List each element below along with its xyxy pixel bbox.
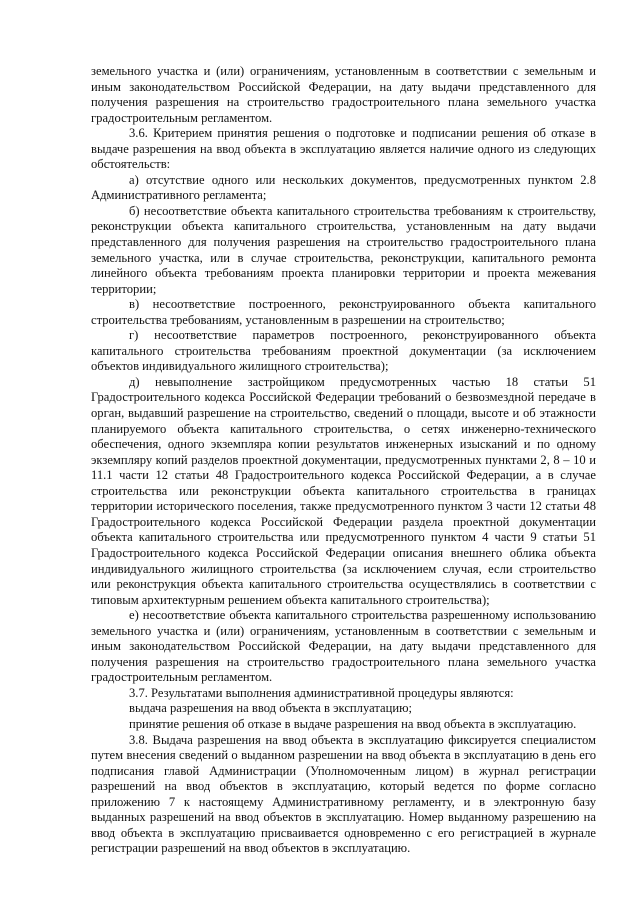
paragraph-3-7: 3.7. Результатами выполнения административной процедуры являются: <box>129 685 514 700</box>
paragraph-item-d: д) невыполнение застройщиком предусмотренных частью 18 статьи 51 Градостроительного кодекса Российской Федерации требований о безвозмездной передаче в орган, выдавший разрешение на строительство, сведений о площади, высоте и об этажности планируемого объекта капитального строительства, о сетях инженерно-технического обеспечения, одного экземпляра копии результатов инженерных изысканий и по одному экземпляру копий разделов проектной документации, предусмотренных пунктами 2, 8 – 10 и 11.1 части 12 статьи 48 Градостроительного кодекса Российской Федерации, а в случае строительства или реконструкции объекта капитального строительства в границах территории исторического поселения, также предусмотренного пунктом 3 части 12 статьи 48 Градостроительного кодекса Российской Федерации раздела проектной документации объекта капитального строительства или предусмотренного пунктом 4 части 9 статьи 51 Градостроительного кодекса Российской Федерации описания внешнего облика объекта индивидуального жилищного строительства (за исключением случая, если строительство или реконструкция объекта капитального строительства осуществлялись в соответствии с типовым архитектурным решением объекта капитального строительства); <box>91 374 596 607</box>
paragraph-3-7-result-1: выдача разрешения на ввод объекта в эксплуатацию; <box>129 701 412 716</box>
paragraph-item-g: г) несоответствие параметров построенного, реконструированного объекта капитального строительства требованиям проектной документации (за исключением объектов индивидуального жилищного строительства); <box>91 328 596 374</box>
paragraph-intro: земельного участка и (или) ограничениям, установленным в соответствии с земельным и иным законодательством Российской Федерации, на дату выдачи представленного для получения разрешения на строительство градостроительного плана земельного участка градостроительным регламентом. <box>91 64 596 125</box>
paragraph-item-a: а) отсутствие одного или нескольких документов, предусмотренных пунктом 2.8 Административного регламента; <box>91 172 596 203</box>
paragraph-item-b: б) несоответствие объекта капитального строительства требованиям к строительству, реконструкции объекта капитального строительства, установленным на дату выдачи представленного для получения разрешения на строительство градостроительного плана земельного участка, или в случае строительства, реконструкции, капитального ремонта линейного объекта требованиям проекта планировки территории и проекта межевания территории; <box>91 203 596 296</box>
paragraph-item-e: е) несоответствие объекта капитального строительства разрешенному использованию земельного участка и (или) ограничениям, установленным в соответствии с земельным и иным законодательством Российской Федерации, на дату выдачи представленного для получения разрешения на строительство градостроительного плана земельного участка градостроительным регламентом. <box>91 608 596 685</box>
paragraph-3-8: 3.8. Выдача разрешения на ввод объекта в эксплуатацию фиксируется специалистом путем внесения сведений о выданном разрешении на ввод объекта в эксплуатацию в день его подписания главой Администрации (Уполномоченным лицом) в журнал регистрации разрешений на ввод объектов в эксплуатацию, который ведется по форме согласно приложению 7 к настоящему Административному регламенту, и в электронную базу выданных разрешений на ввод объектов в эксплуатацию. Номер выданному разрешению на ввод объекта в эксплуатацию присваивается одновременно с его регистрацией в журнале регистрации разрешений на ввод объектов в эксплуатацию. <box>91 732 596 856</box>
paragraph-3-7-result-2: принятие решения об отказе в выдаче разрешения на ввод объекта в эксплуатацию. <box>129 716 577 731</box>
document-page <box>91 64 596 857</box>
paragraph-3-6: 3.6. Критерием принятия решения о подготовке и подписании решения об отказе в выдаче разрешения на ввод объекта в эксплуатацию является наличие одного из следующих обстоятельств: <box>91 126 596 172</box>
paragraph-item-v: в) несоответствие построенного, реконструированного объекта капитального строительства требованиям, установленным в разрешении на строительство; <box>91 297 596 327</box>
